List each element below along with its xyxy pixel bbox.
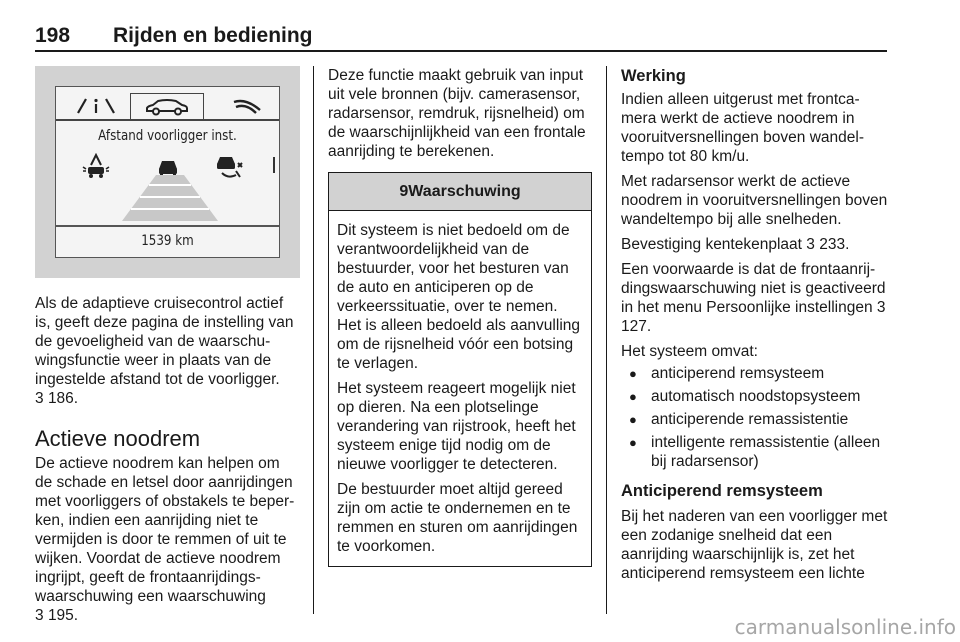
page-header — [35, 14, 887, 52]
subsection-heading: Anticiperend remsysteem — [621, 482, 823, 500]
subsection-heading: Werking — [621, 67, 686, 85]
feature-list — [629, 364, 889, 471]
section-heading: Actieve noodrem — [35, 426, 201, 451]
ref-arrow-icon: 3 — [876, 299, 886, 316]
column-divider-2 — [606, 66, 607, 614]
car-warning-icon — [214, 153, 244, 183]
warning-paragraph: De bestuurder moet altijd gereed zijn om actie te ondernemen en te remmen en sturen om aanrijdingen te voorkomen. — [337, 481, 578, 555]
display-distance: 1539 km — [141, 233, 194, 249]
list-item: ● automatisch noodstopsysteem — [629, 387, 889, 406]
warning-title: Waarschuwing — [408, 183, 521, 200]
car-alert-icon — [82, 153, 110, 181]
paragraph: Het systeem omvat: — [621, 343, 758, 360]
road-curve-icon — [232, 98, 262, 114]
warning-paragraph: Dit systeem is niet bedoeld om de verantwoordelijkheid van de bestuurder, voor het besturen van de auto en anticiperen op de verkeerssituatie, over te nemen. Het is alleen bedoeld als aanvulling om de rijsnelheid vóór een botsing te verlagen. — [337, 222, 580, 372]
display-marker — [273, 157, 275, 173]
page-ref: 186. — [47, 390, 79, 407]
tab-road — [222, 93, 272, 119]
display-title: Afstand voorligger inst. — [98, 128, 237, 144]
list-item: ● anticiperende remassistentie — [629, 410, 889, 429]
warning-box — [328, 172, 592, 567]
intro-paragraph: Deze functie maakt gebruik van input uit vele bronnen (bijv. camerasensor, radarsensor, remdruk, rijsnelheid) om de waarschijnlijkheid van een frontale aanrijding te berekenen. — [328, 67, 586, 160]
ref-arrow-icon: 3 — [35, 390, 44, 407]
chapter-title: Rijden en bediening — [113, 24, 313, 47]
paragraph: Met radarsensor werkt de actieve noodrem in vooruitversnellingen boven wandeltempo bij alle snelheden. — [621, 173, 888, 228]
paragraph: Indien alleen uitgerust met frontcamera werkt de actieve noodrem in vooruitversnellingen boven wandeltempo tot 80 km/u. — [621, 91, 864, 165]
column-1 — [35, 66, 300, 631]
page-ref: 233. — [819, 236, 850, 253]
tab-underline — [56, 119, 279, 121]
tab-info — [66, 93, 126, 119]
display-separator — [56, 225, 279, 227]
list-item: ● anticiperend remsysteem — [629, 364, 889, 383]
column-divider-1 — [313, 66, 314, 614]
watermark: carmanualsonline.info — [734, 615, 956, 639]
paragraph: Bij het naderen van een voorligger met een zodanige snelheid dat een aanrijding waarschijnlijk is, zet het anticiperend remsysteem een lichte — [621, 508, 888, 582]
warning-paragraph: Het systeem reageert mogelijk niet op dieren. Na een plotselinge verandering van rijstrook, heeft het systeem enige tijd nodig om de nieuwe voorligger te detecteren. — [337, 380, 576, 473]
display-figure — [35, 66, 300, 278]
car-side-icon — [144, 98, 190, 116]
page-number: 198 — [35, 24, 71, 47]
column-2 — [328, 66, 592, 567]
info-display-screen — [55, 86, 280, 258]
info-tab-icon — [76, 98, 116, 114]
ref-arrow-icon: 3 — [35, 607, 44, 624]
warning-header — [329, 173, 591, 211]
column-3 — [621, 66, 889, 589]
list-item: ● intelligente remassistentie (alleen bij radarsensor) — [629, 433, 889, 471]
ref-arrow-icon: 3 — [806, 236, 815, 253]
paragraph: Bevestiging kentekenplaat 3 233. — [621, 236, 850, 253]
intro-paragraph: Als de adaptieve cruisecontrol actief is, geeft deze pagina de instelling van de gevoeligheid van de waarschuwingsfunctie weer in plaats van de ingestelde afstand tot de voorligger. 3 186. — [35, 295, 294, 407]
tab-vehicle — [130, 93, 204, 119]
distance-bars-graphic — [122, 175, 218, 221]
warning-triangle-icon: 9 — [399, 183, 409, 200]
paragraph: Een voorwaarde is dat de frontaanrijdingswaarschuwing niet is geactiveerd in het menu Persoonlijke instellingen 3 127. — [621, 261, 886, 335]
page-ref: 127. — [621, 318, 652, 335]
warning-body — [329, 211, 591, 566]
page-ref: 195. — [47, 607, 79, 624]
section-paragraph: De actieve noodrem kan helpen om de schade en letsel door aanrijdingen met voorliggers of obstakels te beperken, indien een aanrijding niet te vermijden is door te remmen of uit te wijken. Voordat de actieve noodrem ingrijpt, geeft de frontaanrijdingswaarschuwing een waarschuwing 3 195. — [35, 455, 295, 624]
